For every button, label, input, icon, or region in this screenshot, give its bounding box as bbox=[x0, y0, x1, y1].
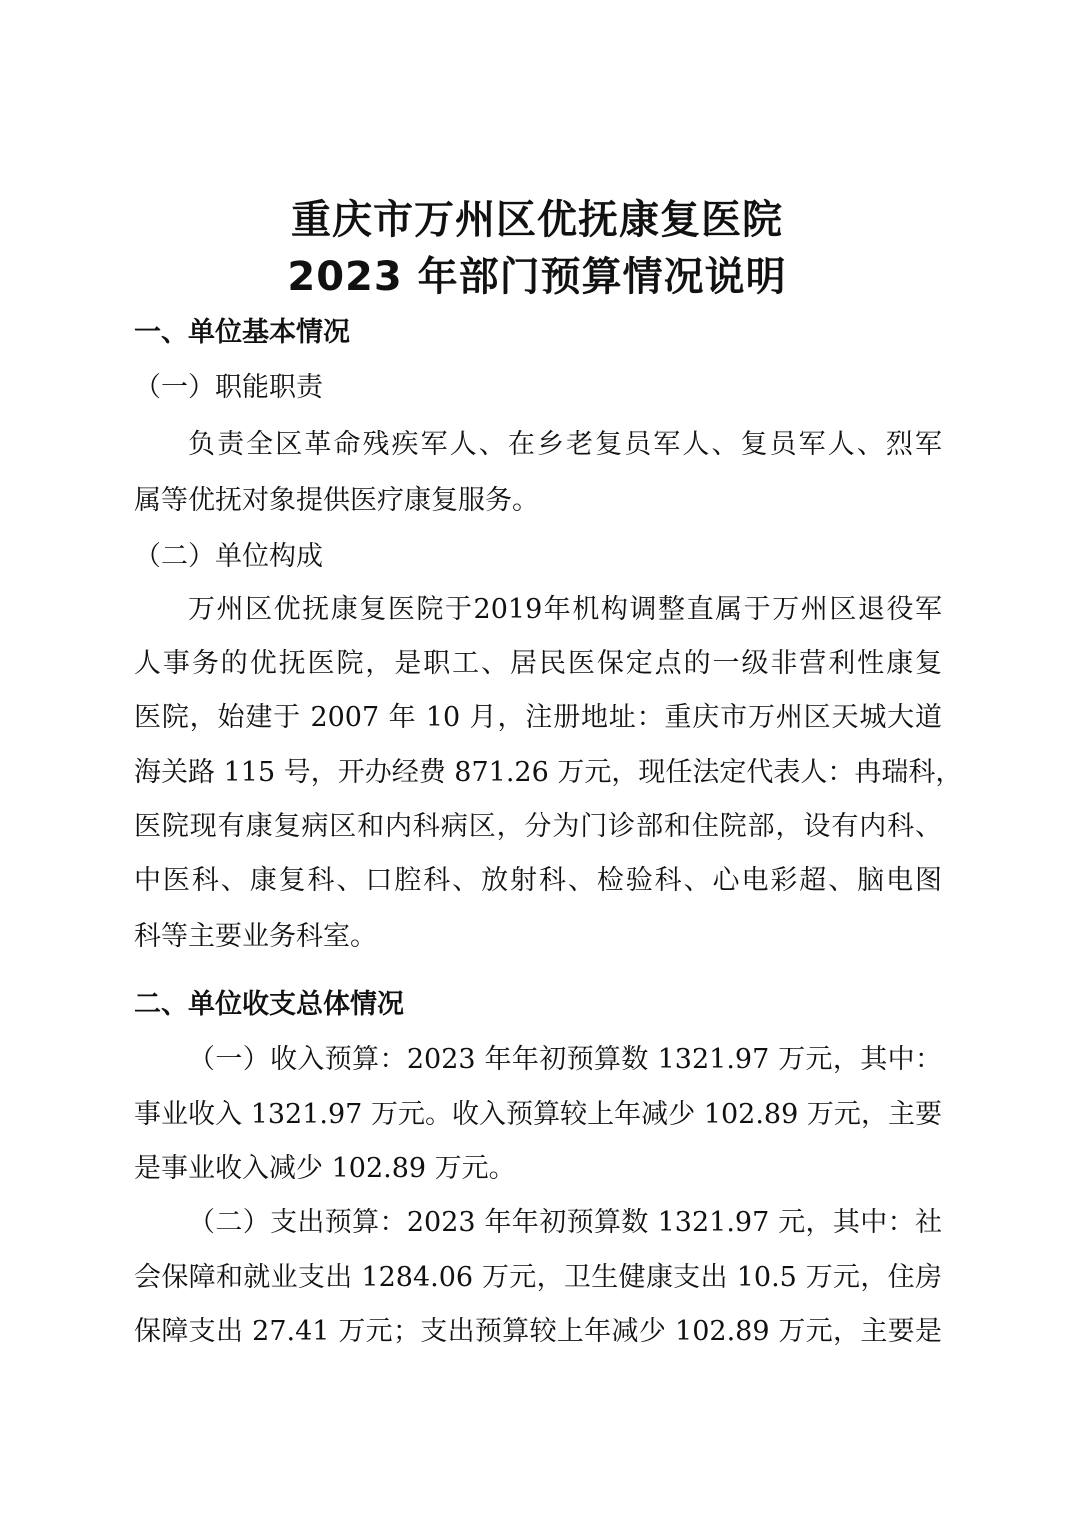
expense-budget-line: 会保障和就业支出 1284.06 万元，卫生健康支出 10.5 万元，住房 bbox=[134, 1262, 942, 1293]
paragraph-line: 科等主要业务科室。 bbox=[134, 921, 377, 952]
document-title-line-1: 重庆市万州区优抚康复医院 bbox=[291, 197, 783, 243]
subsection-composition-heading: （二）单位构成 bbox=[134, 541, 323, 572]
income-budget-line: 是事业收入减少 102.89 万元。 bbox=[134, 1153, 516, 1184]
section-1-heading: 一、单位基本情况 bbox=[134, 317, 350, 348]
paragraph-line: 中医科、康复科、口腔科、放射科、检验科、心电彩超、脑电图 bbox=[134, 865, 942, 896]
paragraph-line: 医院，始建于 2007 年 10 月，注册地址：重庆市万州区天城大道 bbox=[134, 702, 942, 733]
expense-budget-line: 保障支出 27.41 万元；支出预算较上年减少 102.89 万元，主要是 bbox=[134, 1316, 942, 1347]
expense-budget-line: （二）支出预算：2023 年年初预算数 1321.97 元，其中：社 bbox=[188, 1207, 942, 1238]
paragraph-line: 万州区优抚康复医院于2019年机构调整直属于万州区退役军 bbox=[188, 594, 942, 625]
paragraph-line: 人事务的优抚医院，是职工、居民医保定点的一级非营利性康复 bbox=[134, 648, 942, 679]
section-2-heading: 二、单位收支总体情况 bbox=[134, 989, 404, 1020]
paragraph-line: 医院现有康复病区和内科病区，分为门诊部和住院部，设有内科、 bbox=[134, 811, 942, 842]
subsection-duties-heading: （一）职能职责 bbox=[134, 372, 323, 403]
income-budget-line: （一）收入预算：2023 年年初预算数 1321.97 万元，其中： bbox=[188, 1044, 942, 1075]
paragraph-line: 负责全区革命残疾军人、在乡老复员军人、复员军人、烈军 bbox=[188, 429, 942, 460]
income-budget-line: 事业收入 1321.97 万元。收入预算较上年减少 102.89 万元，主要 bbox=[134, 1099, 942, 1130]
paragraph-line: 海关路 115 号，开办经费 871.26 万元，现任法定代表人：冉瑞科， bbox=[134, 757, 963, 788]
paragraph-line: 属等优抚对象提供医疗康复服务。 bbox=[134, 485, 539, 516]
document-title-line-2: 2023 年部门预算情况说明 bbox=[287, 254, 787, 300]
